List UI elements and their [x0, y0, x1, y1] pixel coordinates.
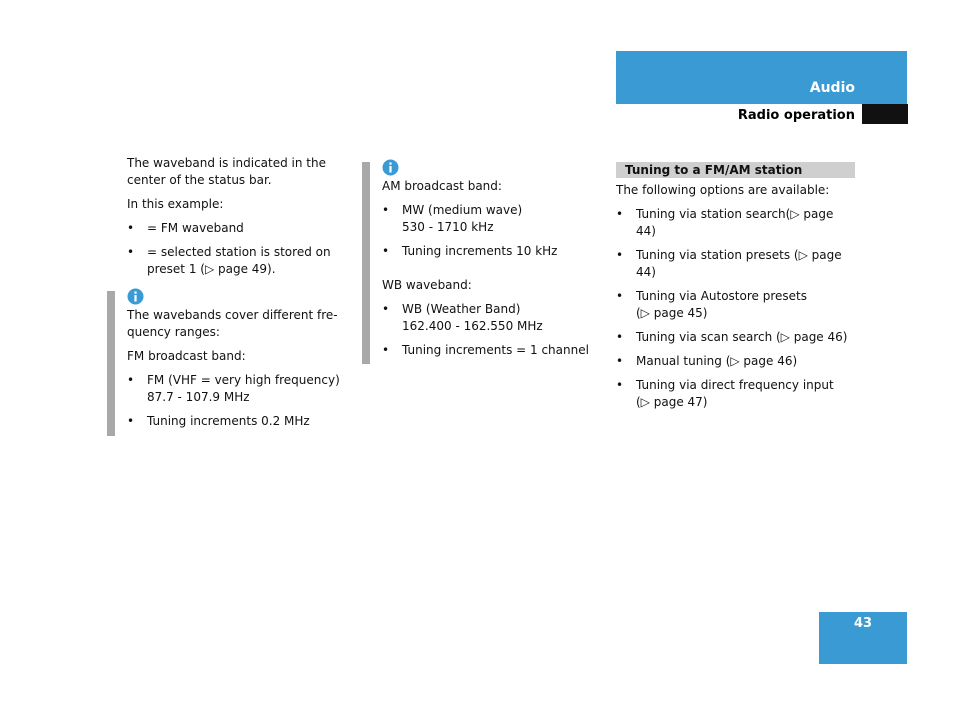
bullet: • — [127, 245, 135, 259]
info-icon — [382, 159, 399, 176]
list-item: • Tuning via direct frequency input (▷ page 47) — [616, 378, 834, 409]
list-item: • Manual tuning (▷ page 46) — [616, 354, 798, 368]
list-item: • Tuning via station search(▷ page 44) — [616, 207, 834, 238]
list-item: • Tuning via station presets (▷ page 44) — [616, 248, 842, 279]
bullet: • — [616, 207, 624, 221]
bullet: • — [382, 244, 390, 258]
bullet: • — [616, 330, 624, 344]
example-list — [127, 220, 349, 278]
bullet: • — [616, 378, 624, 392]
am-list — [382, 202, 592, 260]
section-intro: The following options are available: — [616, 183, 830, 197]
wb-list — [382, 301, 592, 359]
tuning-options-list — [616, 206, 855, 411]
info-block-2 — [382, 159, 592, 366]
list-item: • WB (Weather Band) 162.400 - 162.550 MHz — [382, 302, 543, 333]
bullet: • — [127, 373, 135, 387]
page-subtitle: Radio operation — [737, 108, 855, 123]
info-bar-1 — [107, 291, 115, 436]
bullet: • — [127, 221, 135, 235]
info-bar-2 — [362, 162, 370, 364]
list-item: • Tuning increments 10 kHz — [382, 244, 558, 258]
fm-list — [127, 372, 349, 430]
bullet: • — [127, 414, 135, 428]
info-icon — [127, 288, 144, 305]
bullet: • — [382, 343, 390, 357]
list-item: • Tuning via scan search (▷ page 46) — [616, 330, 848, 344]
header-banner — [616, 51, 907, 104]
page-number: 43 — [853, 616, 873, 631]
wb-heading: WB waveband: — [382, 278, 472, 292]
list-item: • Tuning via Autostore presets (▷ page 45) — [616, 289, 807, 320]
bullet: • — [382, 302, 390, 316]
info-block-1 — [127, 288, 349, 437]
chapter-tab — [862, 104, 908, 124]
list-item: • Tuning increments = 1 channel — [382, 343, 589, 357]
list-item: • MW (medium wave) 530 - 1710 kHz — [382, 203, 523, 234]
tuning-section — [616, 162, 855, 418]
bullet: • — [382, 203, 390, 217]
waveband-intro: The waveband is indicated in the center of the status bar. — [127, 156, 327, 187]
example-label: In this example: — [127, 197, 224, 211]
column-1 — [127, 155, 349, 285]
bullet: • — [616, 248, 624, 262]
section-title: Audio — [809, 80, 855, 96]
fm-heading: FM broadcast band: — [127, 349, 246, 363]
section-heading: Tuning to a FM/AM station — [616, 162, 855, 178]
info-text: The wavebands cover different fre-quency ranges: — [127, 308, 338, 339]
bullet: • — [616, 354, 624, 368]
list-item: • Tuning increments 0.2 MHz — [127, 414, 310, 428]
list-item: • = selected station is stored on preset 1 (▷ page 49). — [127, 245, 331, 276]
am-heading: AM broadcast band: — [382, 179, 502, 193]
list-item: • FM (VHF = very high frequency) 87.7 - 107.9 MHz — [127, 373, 340, 404]
bullet: • — [616, 289, 624, 303]
list-item: • = FM waveband — [127, 221, 244, 235]
